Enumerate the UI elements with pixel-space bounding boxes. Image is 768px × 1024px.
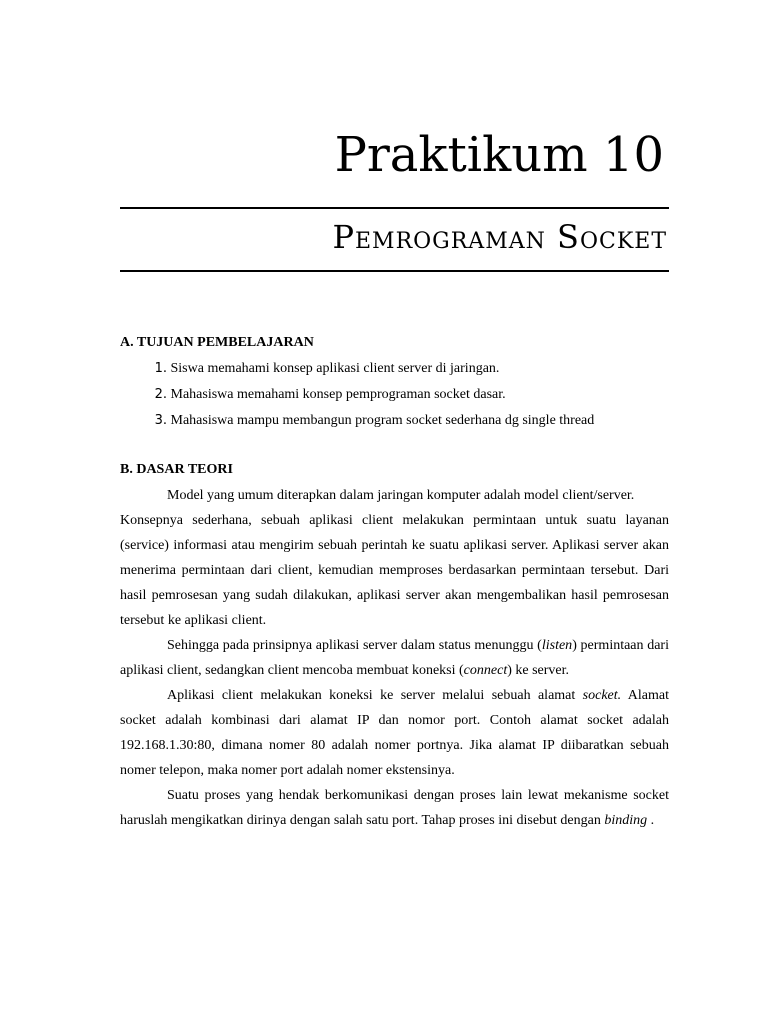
text-run: . (647, 813, 655, 828)
text-run: ) ke server. (507, 663, 570, 678)
list-item-text: Siswa memahami konsep aplikasi client server di jaringan. (170, 361, 500, 376)
list-item-number: 1. (154, 361, 167, 376)
text-run: Aplikasi client melakukan koneksi ke server melalui sebuah alamat (167, 688, 583, 703)
term-connect: connect (463, 663, 508, 678)
list-item-text: Mahasiswa memahami konsep pemprograman socket dasar. (170, 387, 506, 402)
text-run: Suatu proses yang hendak berkomunikasi dengan proses lain lewat mekanisme socket haruslah mengikatkan dirinya dengan salah satu port. Tahap proses ini disebut dengan (120, 788, 669, 828)
term-binding: binding (604, 813, 648, 828)
list-item (120, 356, 680, 382)
text-run: Sehingga pada prinsipnya aplikasi server dalam status menunggu ( (167, 638, 542, 653)
paragraph-listen-connect (120, 633, 669, 683)
term-socket: socket. (582, 688, 622, 703)
term-listen: listen (541, 638, 573, 653)
paragraph-socket-address (120, 683, 669, 783)
paragraph-binding (120, 783, 669, 833)
chapter-title: Praktikum 10 (334, 127, 664, 183)
title-rule-top (120, 207, 669, 209)
paragraph-concept: Konsepnya sederhana, sebuah aplikasi client melakukan permintaan untuk suatu layanan (service) informasi atau mengirim sebuah perintah ke suatu aplikasi server. Aplikasi server akan menerima permintaan dari client, kemudian memproses berdasarkan permintaan tersebut. Dari hasil pemrosesan yang sudah dilakukan, aplikasi server akan mengembalikan hasil pemrosesan tersebut ke aplikasi client. (120, 513, 669, 628)
text-run: ) permintaan dari aplikasi client, sedangkan client mencoba membuat koneksi ( (120, 638, 669, 678)
paragraph-client-server-model: Model yang umum diterapkan dalam jaringan komputer adalah model client/server. (167, 488, 635, 503)
list-item-number: 3. (154, 413, 167, 428)
text-run: Alamat socket adalah kombinasi dari alamat IP dan nomor port. Contoh alamat socket adalah 192.168.1.30:80, dimana nomer 80 adalah nomer portnya. Jika alamat IP diibaratkan sebuah nomer telepon, maka nomer port adalah nomer ekstensinya. (120, 688, 669, 778)
title-rule-bottom (120, 270, 669, 272)
list-item-text: Mahasiswa mampu membangun program socket sederhana dg single thread (170, 413, 595, 428)
list-item (120, 408, 680, 434)
list-item-number: 2. (154, 387, 167, 402)
chapter-subtitle: Pemrograman Socket (332, 218, 667, 256)
objectives-list (120, 356, 680, 434)
list-item (120, 382, 680, 408)
theory-body (120, 483, 669, 833)
section-heading-theory: B. DASAR TEORI (120, 462, 233, 477)
section-heading-objectives: A. TUJUAN PEMBELAJARAN (120, 335, 314, 350)
